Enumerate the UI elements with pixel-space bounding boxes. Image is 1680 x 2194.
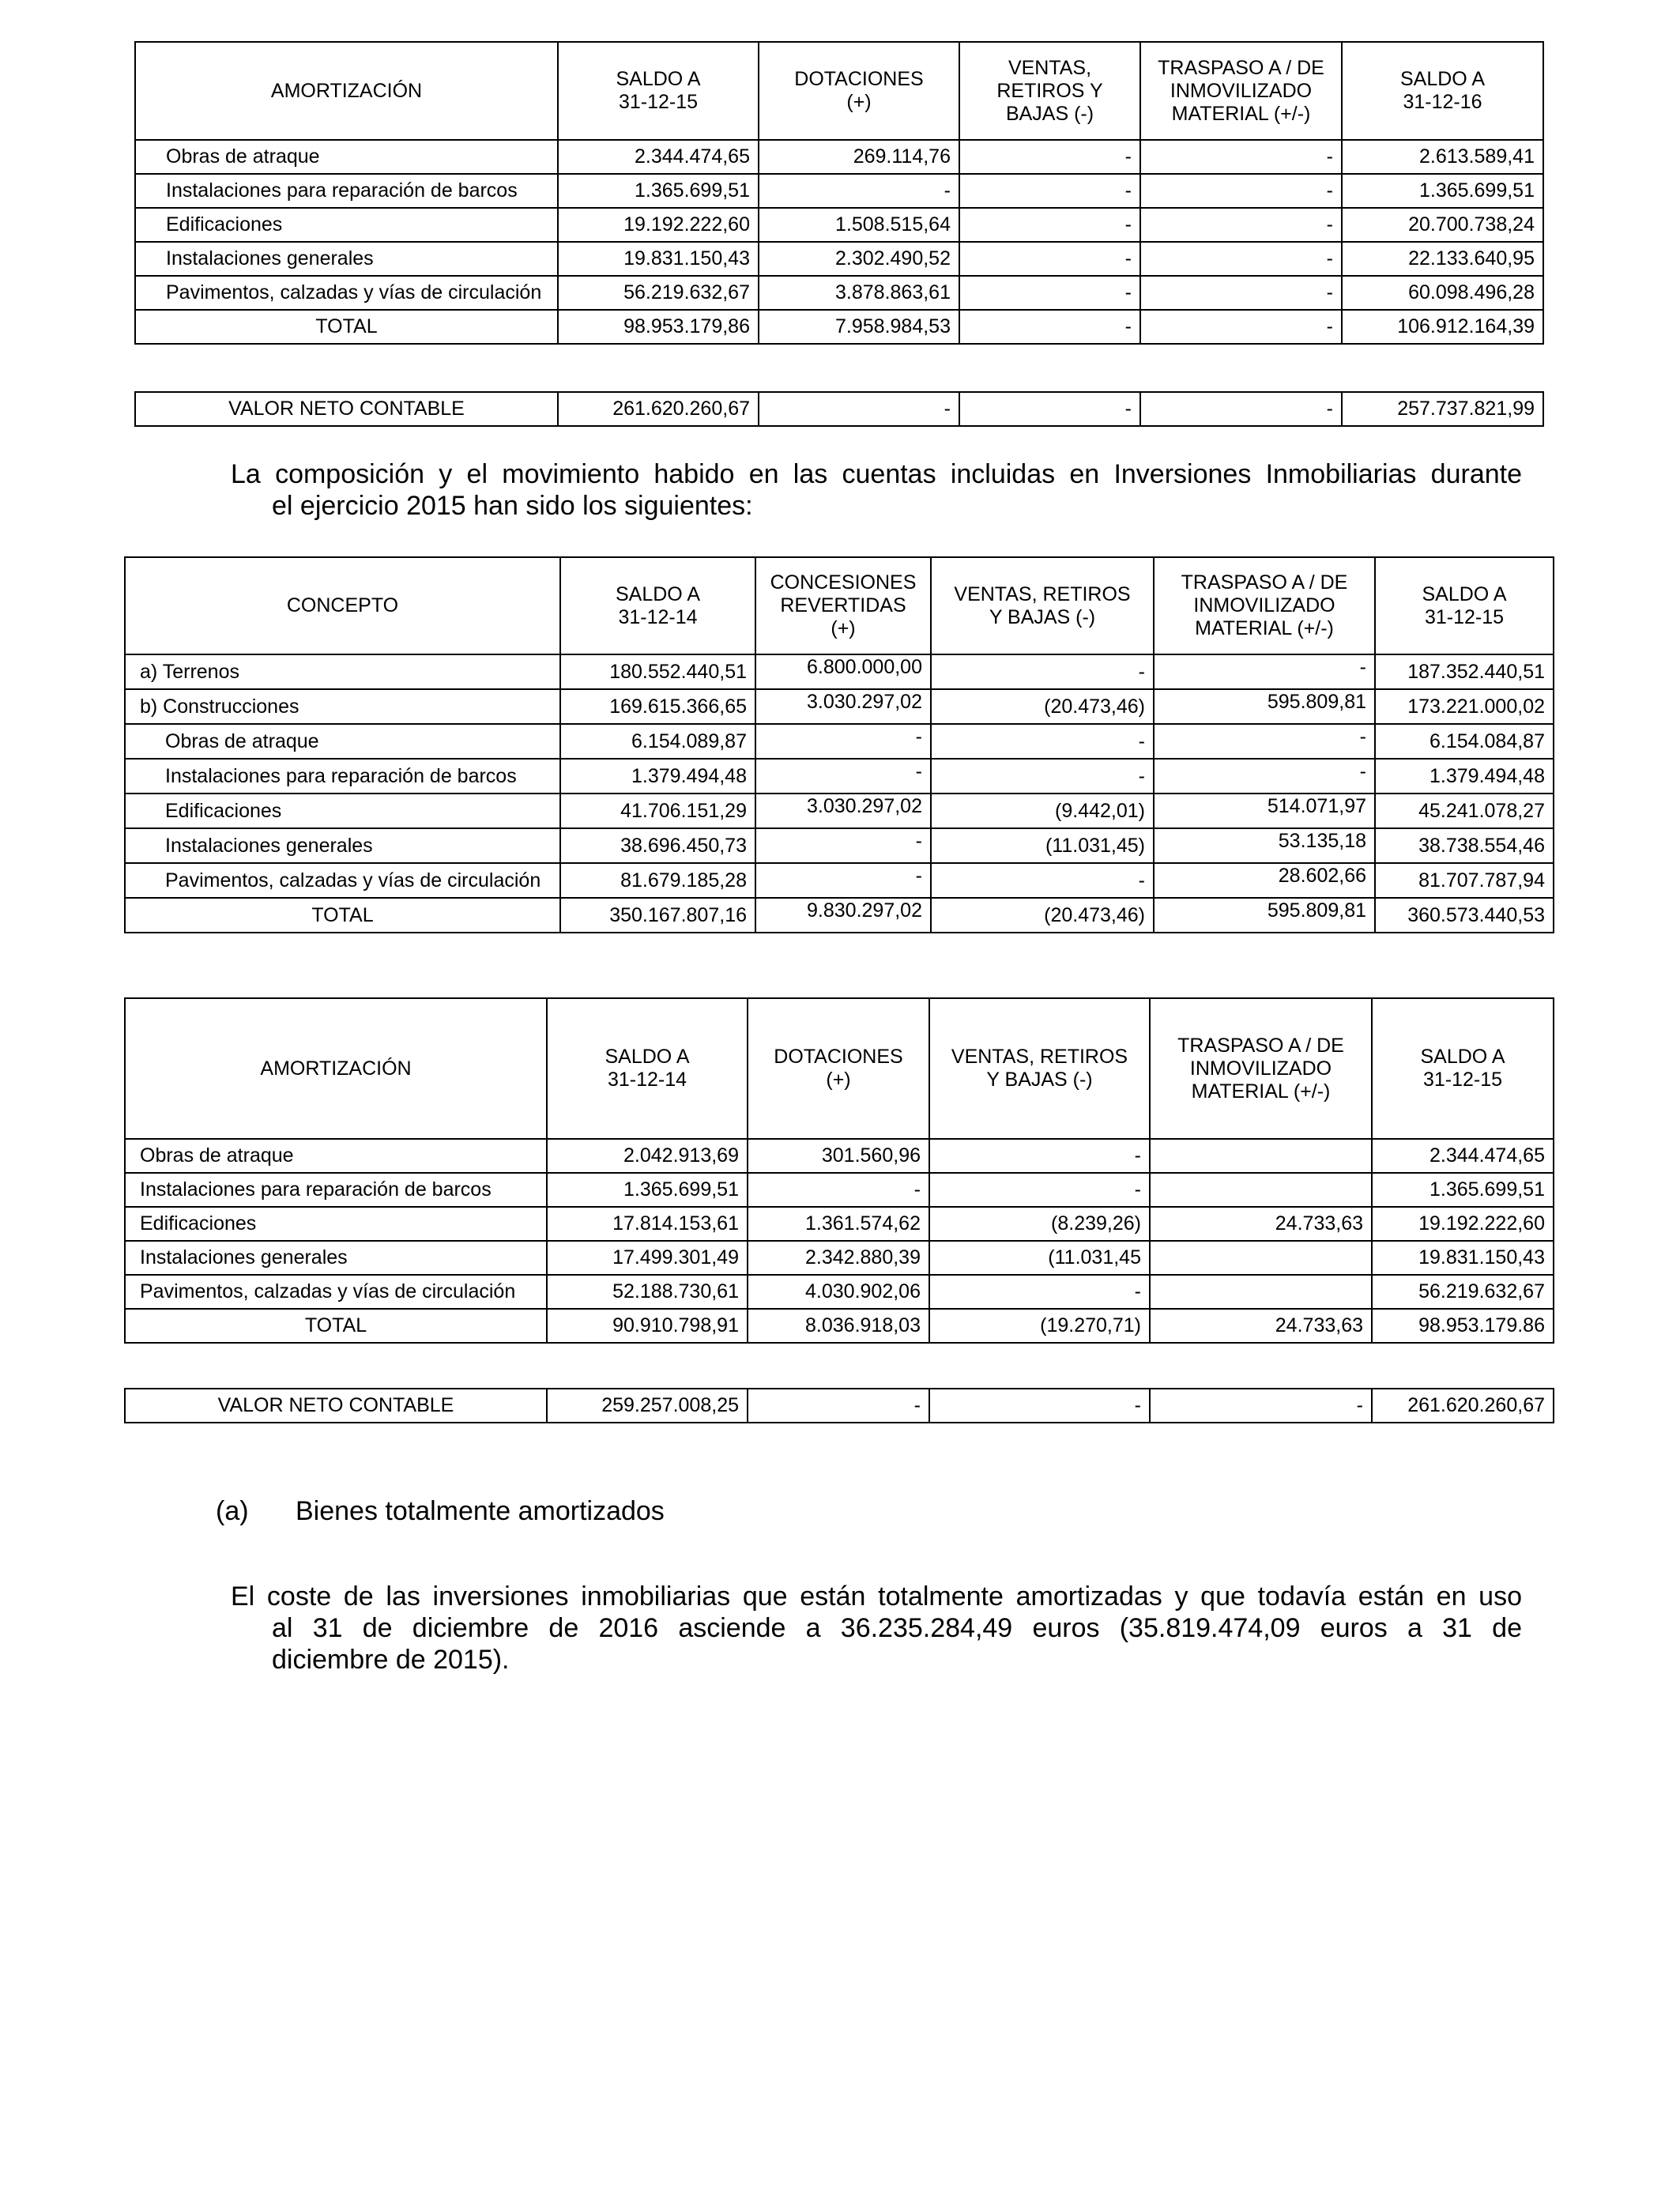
intro-paragraph [231,458,1522,522]
table-cell: 261.620.260,67 [1372,1389,1554,1423]
column-header: SALDO A 31-12-15 [1375,557,1554,654]
table-cell: - [959,276,1140,310]
table-cell: 28.602,66 [1154,863,1375,898]
row-label: Instalaciones generales [125,1241,547,1275]
table-cell: - [1140,392,1342,426]
row-label: Edificaciones [135,208,558,242]
table-cell: (11.031,45) [931,828,1154,863]
table-cell: - [755,863,931,898]
table-cell: - [959,242,1140,276]
row-label: Instalaciones generales [125,828,560,863]
table-total-row [135,310,1543,344]
column-header: SALDO A 31-12-14 [560,557,755,654]
column-header: AMORTIZACIÓN [125,998,547,1139]
section-marker: (a) [216,1496,249,1526]
real-estate-investments-table-2015 [124,556,1554,933]
table-cell: 269.114,76 [759,140,959,174]
table-cell: 1.365.699,51 [1372,1173,1554,1207]
table-cell: 17.814.153,61 [547,1207,748,1241]
table-row [125,1139,1554,1173]
table-cell: - [1140,242,1342,276]
table-cell: 81.707.787,94 [1375,863,1554,898]
column-header: AMORTIZACIÓN [135,42,558,140]
table-cell: - [959,208,1140,242]
table-row [125,1173,1554,1207]
table-cell: 4.030.902,06 [748,1275,929,1309]
table-cell: 106.912.164,39 [1342,310,1543,344]
table-cell: - [1150,1389,1372,1423]
column-header: CONCEPTO [125,557,560,654]
table-cell: (20.473,46) [931,898,1154,933]
table-cell: 1.365.699,51 [1342,174,1543,208]
row-label: Pavimentos, calzadas y vías de circulación [135,276,558,310]
table-row [125,724,1554,759]
table-cell: 41.706.151,29 [560,794,755,828]
table-cell: 45.241.078,27 [1375,794,1554,828]
amortization-table-2016 [134,41,1544,345]
table-cell: 38.696.450,73 [560,828,755,863]
table-cell: 19.831.150,43 [558,242,759,276]
table-cell: 257.737.821,99 [1342,392,1543,426]
table-cell: - [1154,759,1375,794]
table-cell: 1.508.515,64 [759,208,959,242]
net-book-value-label: VALOR NETO CONTABLE [125,1389,547,1423]
row-label: Pavimentos, calzadas y vías de circulación [125,1275,547,1309]
table-cell: - [755,724,931,759]
table-header-row [125,557,1554,654]
section-heading [216,1496,249,1527]
table-cell: 2.042.913,69 [547,1139,748,1173]
table-row [135,140,1543,174]
table-cell: (20.473,46) [931,689,1154,724]
table-cell: - [755,759,931,794]
table-cell: (9.442,01) [931,794,1154,828]
table-cell: 56.219.632,67 [558,276,759,310]
row-label: Edificaciones [125,1207,547,1241]
table-row [125,794,1554,828]
amortization-table-2015 [124,997,1554,1344]
table-cell: 2.344.474,65 [1372,1139,1554,1173]
column-header: SALDO A 31-12-16 [1342,42,1543,140]
table-cell: - [929,1173,1150,1207]
paragraph-line: al 31 de diciembre de 2016 asciende a 36.235.284,49 euros (35.819.474,09 euros a 31 de [272,1613,1522,1643]
table-cell: - [1140,140,1342,174]
table-cell: - [959,310,1140,344]
table-cell: 1.379.494,48 [1375,759,1554,794]
section-title [296,1496,665,1527]
table-cell: (11.031,45 [929,1241,1150,1275]
table-cell: (8.239,26) [929,1207,1150,1241]
table-cell: - [759,174,959,208]
column-header: VENTAS, RETIROS Y BAJAS (-) [931,557,1154,654]
table-cell [1150,1275,1372,1309]
column-header: SALDO A 31-12-14 [547,998,748,1139]
column-header: VENTAS, RETIROS Y BAJAS (-) [929,998,1150,1139]
table-cell: - [755,828,931,863]
table-cell [1150,1241,1372,1275]
table-cell: - [959,174,1140,208]
table-cell: 2.344.474,65 [558,140,759,174]
table-cell: - [931,654,1154,689]
table-cell: 595.809,81 [1154,689,1375,724]
table-cell: - [1154,724,1375,759]
column-header: DOTACIONES (+) [748,998,929,1139]
net-book-value-table-2016 [134,391,1544,427]
table-row [135,276,1543,310]
table-cell: 173.221.000,02 [1375,689,1554,724]
table-cell: - [929,1275,1150,1309]
table-cell: - [959,140,1140,174]
table-cell: 7.958.984,53 [759,310,959,344]
table-cell: 360.573.440,53 [1375,898,1554,933]
table-cell: 17.499.301,49 [547,1241,748,1275]
table-cell: 9.830.297,02 [755,898,931,933]
column-header: VENTAS, RETIROS Y BAJAS (-) [959,42,1140,140]
table-row [125,654,1554,689]
table-cell: 60.098.496,28 [1342,276,1543,310]
table-cell: 3.878.863,61 [759,276,959,310]
net-book-value-label: VALOR NETO CONTABLE [135,392,558,426]
table-cell: - [1140,310,1342,344]
row-label: a) Terrenos [125,654,560,689]
total-label: TOTAL [125,1309,547,1343]
table-cell: 8.036.918,03 [748,1309,929,1343]
table-row [135,208,1543,242]
table-cell: 56.219.632,67 [1372,1275,1554,1309]
table-cell [1150,1139,1372,1173]
table-cell: 261.620.260,67 [558,392,759,426]
table-cell: 98.953.179.86 [1372,1309,1554,1343]
row-label: Obras de atraque [125,1139,547,1173]
row-label: Obras de atraque [135,140,558,174]
table-cell: 24.733,63 [1150,1309,1372,1343]
table-cell: 90.910.798,91 [547,1309,748,1343]
paragraph-line: diciembre de 2015). [272,1645,510,1675]
table-row [135,174,1543,208]
table-cell: 1.361.574,62 [748,1207,929,1241]
table-cell: 38.738.554,46 [1375,828,1554,863]
table-cell: - [929,1389,1150,1423]
table-cell: 52.188.730,61 [547,1275,748,1309]
table-cell: 81.679.185,28 [560,863,755,898]
column-header: CONCESIONES REVERTIDAS (+) [755,557,931,654]
table-cell: 2.342.880,39 [748,1241,929,1275]
table-cell: 6.154.084,87 [1375,724,1554,759]
table-cell: 6.154.089,87 [560,724,755,759]
paragraph-line: La composición y el movimiento habido en las cuentas incluidas en Inversiones Inmobiliarias durante [231,459,1522,489]
table-cell: 1.365.699,51 [558,174,759,208]
table-row [135,242,1543,276]
net-book-value-row [135,392,1543,426]
table-cell: 301.560,96 [748,1139,929,1173]
net-book-value-row [125,1389,1554,1423]
table-header-row [125,998,1554,1139]
table-cell: 595.809,81 [1154,898,1375,933]
table-row [125,1207,1554,1241]
table-cell: 1.365.699,51 [547,1173,748,1207]
row-label: Edificaciones [125,794,560,828]
table-cell: 259.257.008,25 [547,1389,748,1423]
table-cell: 22.133.640,95 [1342,242,1543,276]
table-cell: 350.167.807,16 [560,898,755,933]
row-label: Instalaciones generales [135,242,558,276]
section-title-text: Bienes totalmente amortizados [296,1496,665,1526]
row-label: Pavimentos, calzadas y vías de circulación [125,863,560,898]
total-label: TOTAL [135,310,558,344]
paragraph-line: El coste de las inversiones inmobiliarias que están totalmente amortizadas y que todavía están en uso [231,1581,1522,1612]
table-cell [1150,1173,1372,1207]
table-cell: (19.270,71) [929,1309,1150,1343]
table-cell: - [748,1389,929,1423]
table-cell: - [929,1139,1150,1173]
column-header: DOTACIONES (+) [759,42,959,140]
row-label: Obras de atraque [125,724,560,759]
table-cell: 19.192.222,60 [558,208,759,242]
table-total-row [125,898,1554,933]
table-cell: - [748,1173,929,1207]
table-row [125,759,1554,794]
row-label: b) Construcciones [125,689,560,724]
table-cell: 169.615.366,65 [560,689,755,724]
paragraph-line: el ejercicio 2015 han sido los siguientes: [272,491,753,521]
table-header-row [135,42,1543,140]
column-header: TRASPASO A / DE INMOVILIZADO MATERIAL (+/-) [1154,557,1375,654]
table-total-row [125,1309,1554,1343]
table-row [125,689,1554,724]
fully-amortized-paragraph [231,1581,1522,1676]
table-row [125,828,1554,863]
table-cell: - [1154,654,1375,689]
table-row [125,1241,1554,1275]
row-label: Instalaciones para reparación de barcos [125,759,560,794]
table-cell: 19.831.150,43 [1372,1241,1554,1275]
column-header: SALDO A 31-12-15 [1372,998,1554,1139]
column-header: TRASPASO A / DE INMOVILIZADO MATERIAL (+/-) [1140,42,1342,140]
row-label: Instalaciones para reparación de barcos [135,174,558,208]
net-book-value-table-2015 [124,1388,1554,1423]
column-header: TRASPASO A / DE INMOVILIZADO MATERIAL (+/-) [1150,998,1372,1139]
table-cell: 2.613.589,41 [1342,140,1543,174]
total-label: TOTAL [125,898,560,933]
table-cell: - [1140,208,1342,242]
table-cell: 19.192.222,60 [1372,1207,1554,1241]
table-cell: - [931,724,1154,759]
table-cell: - [759,392,959,426]
table-cell: 514.071,97 [1154,794,1375,828]
table-cell: - [931,759,1154,794]
table-cell: 187.352.440,51 [1375,654,1554,689]
table-cell: - [959,392,1140,426]
table-cell: 20.700.738,24 [1342,208,1543,242]
table-cell: - [1140,174,1342,208]
table-cell: 1.379.494,48 [560,759,755,794]
table-cell: 24.733,63 [1150,1207,1372,1241]
row-label: Instalaciones para reparación de barcos [125,1173,547,1207]
table-cell: 98.953.179,86 [558,310,759,344]
table-cell: 3.030.297,02 [755,794,931,828]
table-cell: 6.800.000,00 [755,654,931,689]
table-cell: 180.552.440,51 [560,654,755,689]
table-cell: 3.030.297,02 [755,689,931,724]
table-row [125,863,1554,898]
column-header: SALDO A 31-12-15 [558,42,759,140]
table-cell: - [931,863,1154,898]
table-cell: 53.135,18 [1154,828,1375,863]
table-cell: 2.302.490,52 [759,242,959,276]
table-row [125,1275,1554,1309]
table-cell: - [1140,276,1342,310]
